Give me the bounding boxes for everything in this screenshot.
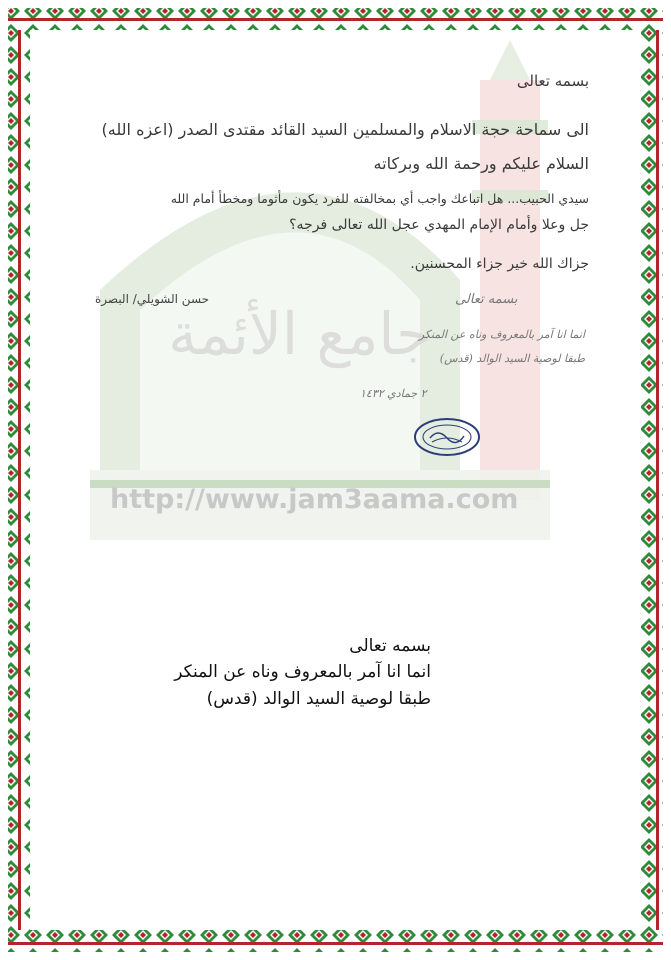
letter-basmala: بسمه تعالى [516, 72, 589, 90]
watermark-logo-text: جامع الأئمة [168, 300, 432, 368]
transcription-line3: طبقا لوصية السيد الوالد (قدس) [206, 689, 431, 709]
handwritten-date: ٢ جمادي ١٤٣٢ [360, 387, 427, 400]
letter-closing: جزاك الله خير جزاء المحسنين. [410, 256, 589, 272]
official-stamp [412, 416, 482, 458]
handwritten-line3: طبقا لوصية السيد الوالد (قدس) [439, 352, 585, 365]
letter-addressee: الى سماحة حجة الاسلام والمسلمين السيد القائد مقتدى الصدر (اعزه الله) [101, 120, 589, 139]
handwritten-line1: بسمه تعالى [455, 292, 518, 307]
letter-greeting: السلام عليكم ورحمة الله وبركاته [373, 154, 589, 173]
handwritten-line2: انما انا آمر بالمعروف وناه عن المنكر [418, 328, 585, 341]
transcription-line2: انما انا آمر بالمعروف وناه عن المنكر [174, 662, 431, 682]
letter-sender: حسن الشويلي/ البصرة [95, 292, 210, 306]
transcription-line1: بسمه تعالى [349, 636, 431, 656]
letter-question-line2: جل وعلا وأمام الإمام المهدي عجل الله تعالى فرجه؟ [289, 217, 589, 233]
watermark-url: http://www.jam3aama.com [110, 484, 519, 515]
letter-question-line1: سيدي الحبيب... هل اتباعك واجب أي بمخالفته للفرد يكون مأثوما ومخطأ أمام الله [170, 191, 589, 206]
